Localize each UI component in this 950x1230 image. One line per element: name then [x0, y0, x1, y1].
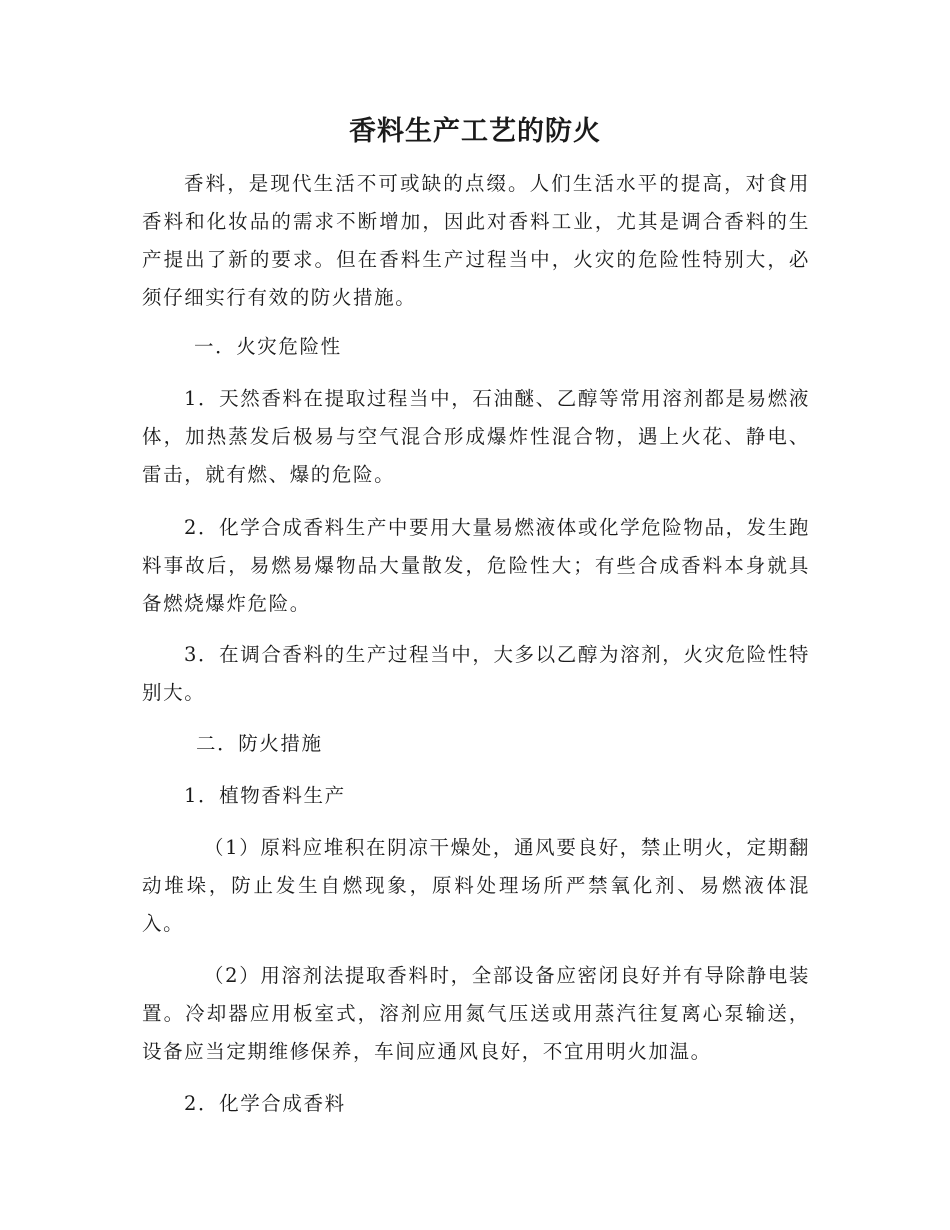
section-heading-fire-hazards: 一．火灾危险性	[194, 335, 342, 358]
section-heading-fire-prevention: 二．防火措施	[196, 732, 323, 755]
document-title: 香料生产工艺的防火	[349, 116, 601, 147]
subheading-plant-fragrance: 1．植物香料生产	[184, 784, 346, 807]
subheading-synthetic-fragrance: 2．化学合成香料	[184, 1092, 346, 1115]
hazard-item-3: 3．在调合香料的生产过程当中，大多以乙醇为溶剂，火灾危险性特别大。	[142, 643, 810, 704]
hazard-item-2: 2．化学合成香料生产中要用大量易燃液体或化学危险物品，发生跑料事故后，易燃易爆物品大量散发，危险性大；有些合成香料本身就具备燃烧爆炸危险。	[142, 516, 810, 615]
hazard-item-1: 1．天然香料在提取过程当中，石油醚、乙醇等常用溶剂都是易燃液体，加热蒸发后极易与空气混合形成爆炸性混合物，遇上火花、静电、雷击，就有燃、爆的危险。	[142, 387, 810, 486]
intro-paragraph: 香料，是现代生活不可或缺的点缀。人们生活水平的提高，对食用香料和化妆品的需求不断增加，因此对香料工业，尤其是调合香料的生产提出了新的要求。但在香料生产过程当中，火灾的危险性特别大，必须仔细实行有效的防火措施。	[142, 172, 810, 309]
prevention-item-1: （1）原料应堆积在阴凉干燥处，通风要良好，禁止明火，定期翻动堆垛，防止发生自燃现象，原料处理场所严禁氧化剂、易燃液体混入。	[142, 836, 810, 935]
prevention-item-2: （2）用溶剂法提取香料时，全部设备应密闭良好并有导除静电装置。冷却器应用板室式，溶剂应用氮气压送或用蒸汽往复离心泵输送，设备应当定期维修保养，车间应通风良好，不宜用明火加温。	[142, 964, 810, 1063]
